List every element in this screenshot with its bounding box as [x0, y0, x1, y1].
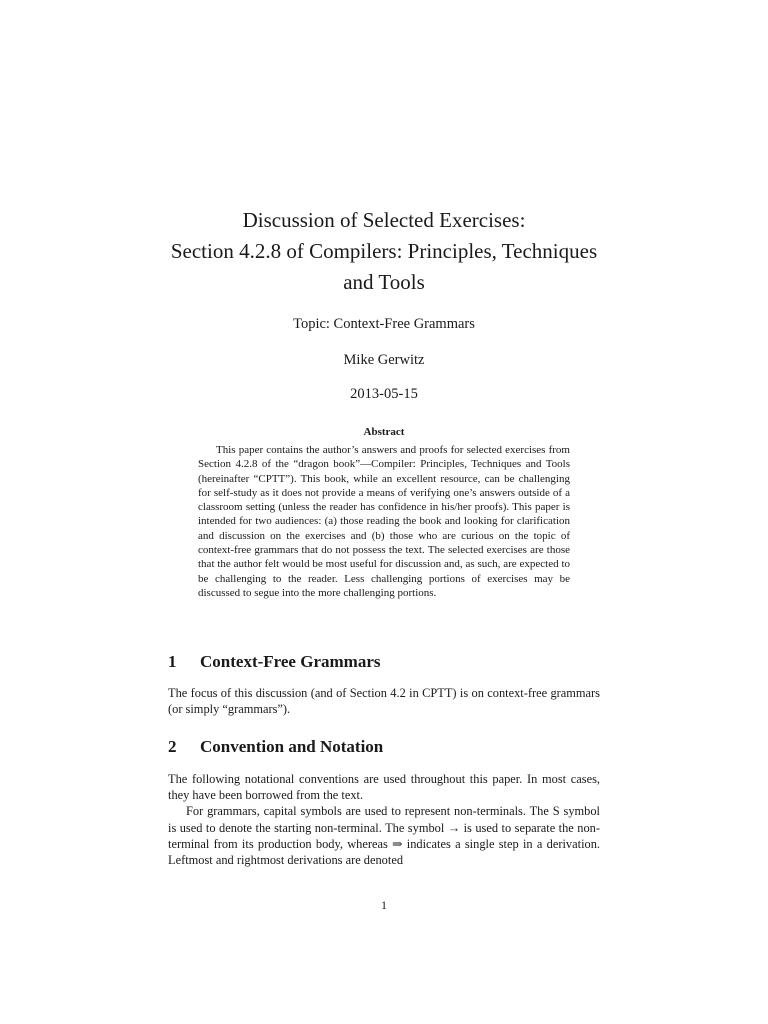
section-2-paragraph-1: The following notational conventions are used throughout this paper. In most cases, they have been borrowed from the text.: [168, 772, 600, 803]
abstract-heading: Abstract: [363, 426, 405, 438]
paper-date: 2013-05-15: [350, 386, 418, 402]
paper-title: [0, 205, 768, 298]
abstract-text: This paper contains the author’s answers and proofs for selected exercises from Section 4.2.8 of the “dragon book”—Compiler: Principles, Techniques and Tools (hereinafter “CPTT”). This book, while an excellent resource, can be challenging for self-study as it does not provide a means of verifying one’s answers outside of a classroom setting (unless the reader has confidence in his/her proofs). This paper is intended for two audiences: (a) those reading the book and looking for clarification and discussion on the exercises and (b) those who are curious on the topic of context-free grammars that do not possess the text. The selected exercises are those that the author felt would be most useful for discussion and, as such, are expected to be challenging to the reader. Less challenging portions of exercises may be discussed to segue into the more challenging portions.: [198, 444, 570, 599]
section-1-number: 1: [168, 652, 177, 671]
paper-topic: Topic: Context-Free Grammars: [293, 316, 475, 332]
section-1-heading: [168, 651, 600, 673]
section-2-number: 2: [168, 737, 177, 756]
section-1: [168, 651, 600, 717]
section-2: [168, 736, 600, 868]
section-1-title: Context-Free Grammars: [200, 652, 381, 671]
section-2-paragraph-2: For grammars, capital symbols are used to represent non-terminals. The S symbol is used to denote the starting non-terminal. The symbol → is used to separate the non-terminal from its production body, whereas ⇒ indicates a single step in a derivation. Leftmost and rightmost derivations are denoted: [168, 804, 600, 868]
title-line-1: Discussion of Selected Exercises:: [242, 208, 526, 232]
page-number: 1: [381, 898, 387, 912]
paper-author: Mike Gerwitz: [343, 352, 425, 368]
title-block: [0, 205, 768, 404]
section-2-heading: [168, 736, 600, 758]
title-line-2: Section 4.2.8 of Compilers: Principles, Techniques: [170, 239, 598, 263]
title-line-3: and Tools: [343, 270, 425, 294]
section-2-title: Convention and Notation: [200, 737, 384, 756]
section-1-paragraph: The focus of this discussion (and of Section 4.2 in CPTT) is on context-free grammars (or simply “grammars”).: [168, 686, 600, 717]
